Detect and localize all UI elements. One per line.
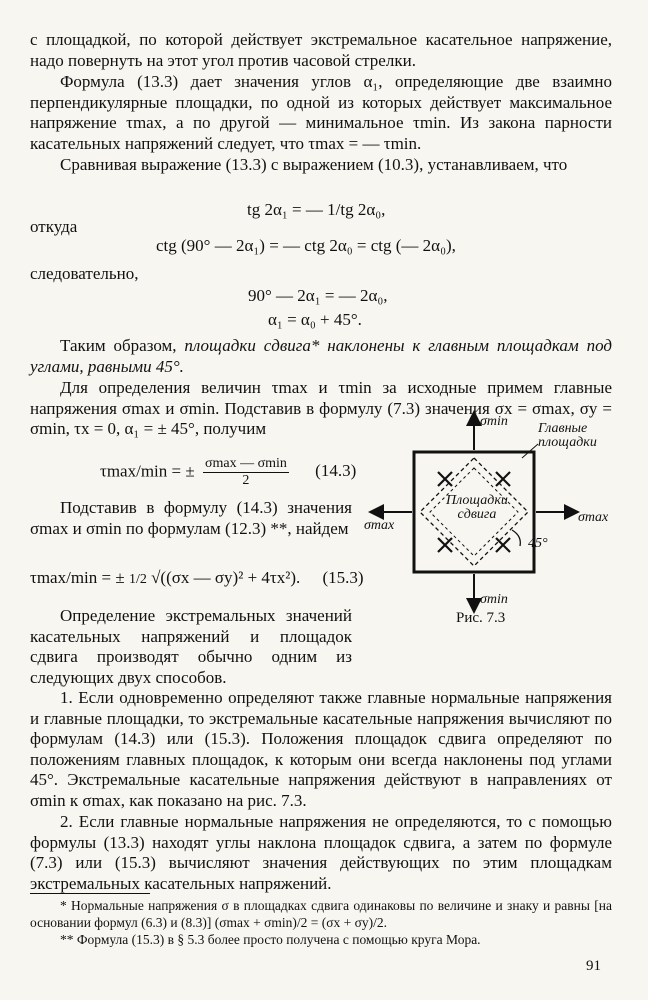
paragraph-6 [30, 336, 612, 377]
paragraph-7: Для определения величин τmax и τmin за исходные примем главные напряжения σmax и σmin. Подставив в формулу (7.3) значения σx = σmax, σy = σmin, τx = 0, α₁ = ± 45°, получим [30, 378, 612, 438]
equation-3: 90° — 2α₁ = — 2α₀, [248, 286, 388, 305]
page-number: 91 [586, 958, 601, 974]
paragraph-4: откуда [30, 217, 78, 236]
label-sigma-max-right: σmax [578, 510, 609, 525]
paragraph-11: 2. Если главные нормальные напряжения не определяются, то с помощью формулы (13.3) находят углы наклона площадок сдвига, а затем по формуле (7.3) или (15.3) вычисляют значения действующих по этим площадкам экстремальных касательных напряжений. [30, 812, 612, 893]
figure-7-3 [352, 404, 620, 638]
label-sigma-min-bottom: σmin [480, 592, 508, 607]
label-principal-planes-2: площадки [538, 435, 597, 450]
label-principal-planes [538, 422, 597, 450]
paragraph-2: Формула (13.3) дает значения углов α₁, определяющие две взаимно перпендикулярные площадки, по одной из которых действует максимальное напряжение τmax, а по другой — минимальное τmin. Из закона парности касательных напряжений следует, что τmax = — τmin. [30, 72, 612, 153]
equation-5 [100, 456, 356, 489]
equation-6-number: (15.3) [322, 568, 364, 587]
label-shear-planes-1: Площадки [446, 493, 508, 508]
equation-6-half: 1/2 [128, 572, 147, 587]
equation-5-fraction [203, 456, 289, 489]
equation-5-lhs: τmax/min = ± [100, 461, 195, 481]
equation-6-root: √((σx — σy)² + 4τx²). [151, 568, 301, 587]
label-sigma-min-top: σmin [480, 414, 508, 429]
equation-5-number: (14.3) [315, 461, 357, 481]
label-shear-planes-2: сдвига [457, 507, 497, 522]
equation-1: tg 2α₁ = — 1/tg 2α₀, [247, 200, 386, 219]
figure-caption: Рис. 7.3 [456, 610, 506, 626]
equation-4: α₁ = α₀ + 45°. [268, 310, 362, 329]
equation-6 [30, 568, 364, 591]
paragraph-6-italic: площадки сдвига* наклонены к главным площадкам под углами, равными 45°. [30, 336, 612, 376]
label-sigma-max-left: σmax [364, 518, 395, 533]
equation-2: ctg (90° — 2α₁) = — ctg 2α₀ = ctg (— 2α₀), [156, 236, 456, 255]
footnote-2: ** Формула (15.3) в § 5.3 более просто получена с помощью круга Мора. [60, 932, 481, 947]
paragraph-8: Подставив в формулу (14.3) значения σmax и σmin по формулам (12.3) **, найдем [30, 498, 352, 538]
label-principal-planes-1: Главные [538, 421, 588, 436]
footnote-1: * Нормальные напряжения σ в площадках сдвига одинаковы по величине и знаку и равны [на основании формул (6.3) и (8.3)] (σmax + σmin)/2 = (σx + σy)/2. [30, 898, 612, 930]
paragraph-3: Сравнивая выражение (13.3) с выражением (10.3), устанавливаем, что [60, 155, 568, 174]
label-angle-45: 45° [528, 536, 548, 551]
footnote-rule [30, 893, 150, 894]
label-shear-planes [446, 494, 508, 522]
equation-6-lhs: τmax/min = ± [30, 568, 125, 587]
paragraph-1: с площадкой, по которой действует экстремальное касательное напряжение, надо повернуть на этот угол против часовой стрелки. [30, 30, 612, 70]
paragraph-9-text: Определение экстремальных значений касательных напряжений и площадок сдвига производят обычно одним из следующих двух способов. [30, 606, 352, 687]
equation-5-denominator: 2 [242, 473, 250, 488]
paragraph-6-prefix: Таким образом, [60, 336, 185, 355]
angle-arc [512, 530, 520, 546]
paragraph-5: следовательно, [30, 264, 139, 283]
equation-5-numerator: σmax — σmin [204, 456, 287, 471]
paragraph-10: 1. Если одновременно определяют также главные нормальные напряжения и главные площадки, то экстремальные касательные напряжения вычисляют по формулам (14.3) или (15.3). Положения площадок сдвига определяют по положениям главных площадок, к которым они всегда наклонены под углами 45°. Экстремальные касательные напряжения действуют в направлениях от σmin к σmax, как показано на рис. 7.3. [30, 688, 612, 810]
